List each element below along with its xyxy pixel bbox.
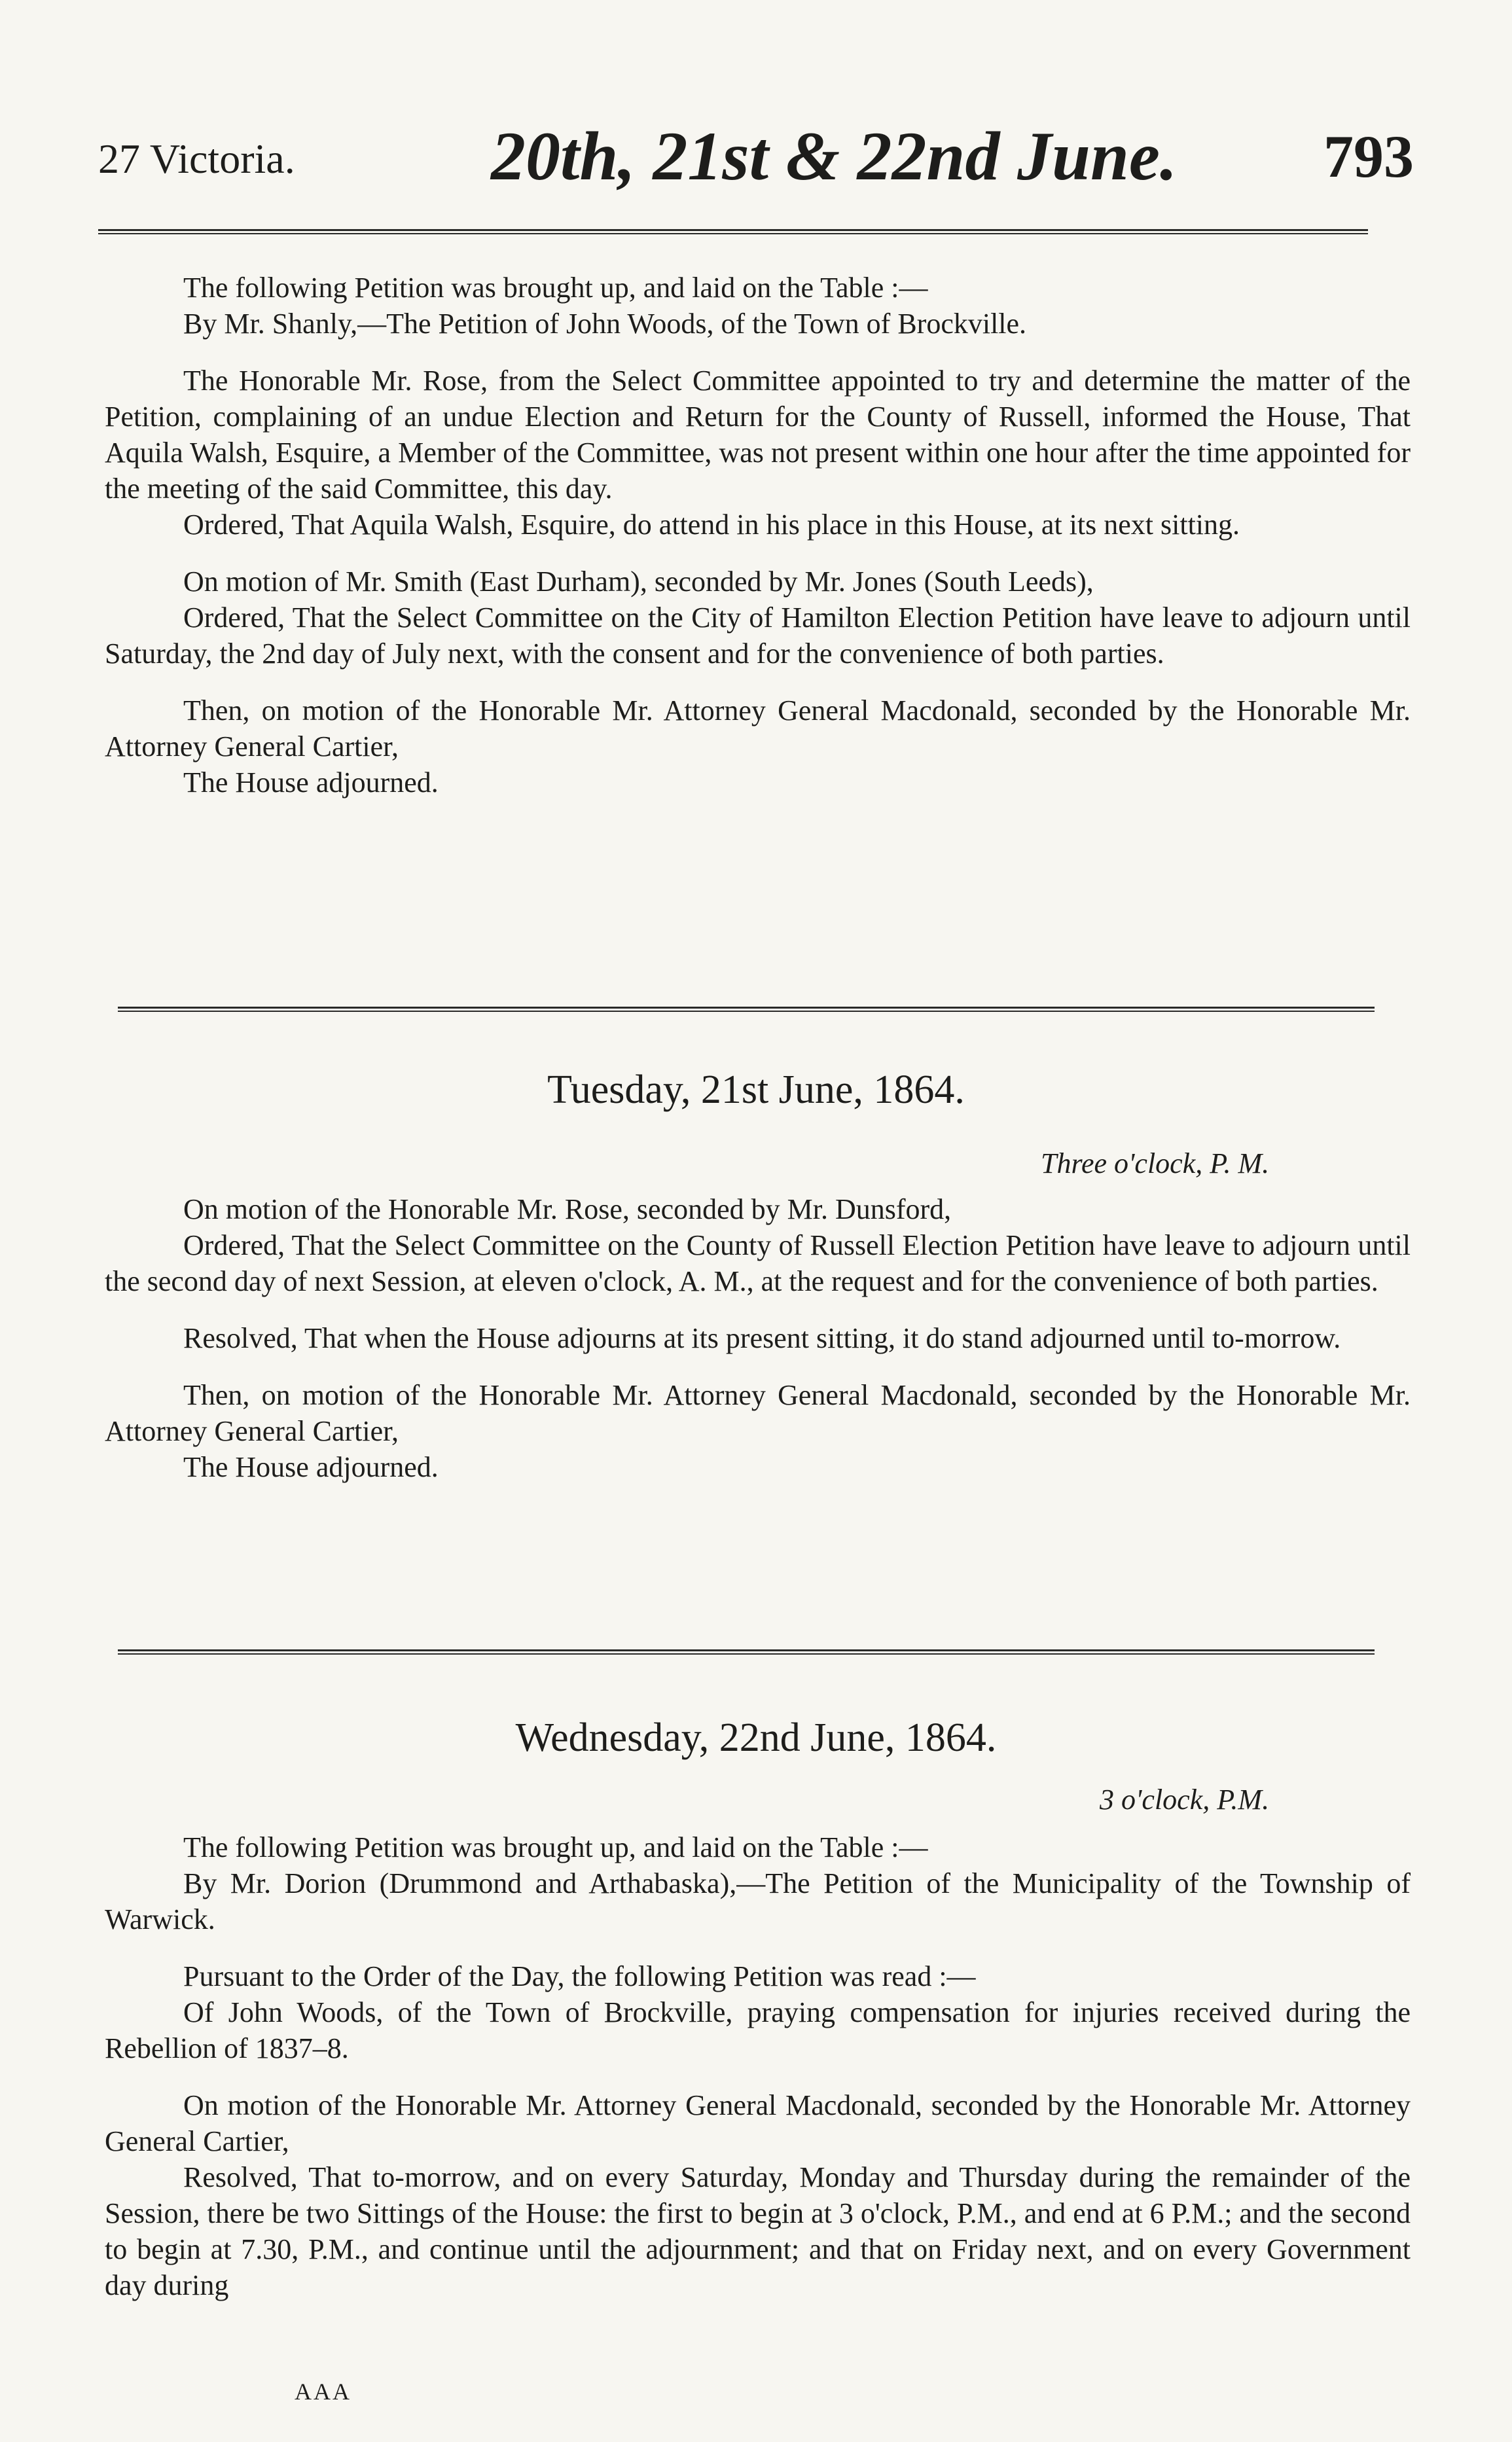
petition-shanly: By Mr. Shanly,—The Petition of John Woods, of the Town of Brockville.: [183, 308, 1027, 340]
section-june-20: [105, 270, 1411, 800]
motion-adjourn: Then, on motion of the Honorable Mr. Attorney General Macdonald, seconded by the Honorable Mr. Attorney General Cartier,: [105, 694, 1411, 763]
sitting-time: 3 o'clock, P.M.: [1100, 1784, 1270, 1816]
petition-woods-read: Of John Woods, of the Town of Brockville, praying compensation for injuries received during the Rebellion of 1837–8.: [105, 1996, 1411, 2064]
section-rule: [118, 1007, 1375, 1012]
header-rule: [98, 229, 1368, 234]
motion-macdonald: On motion of the Honorable Mr. Attorney General Macdonald, seconded by the Honorable Mr. Attorney General Cartier,: [105, 2089, 1411, 2157]
section-rule: [118, 1649, 1375, 1655]
petition-intro: The following Petition was brought up, and laid on the Table :—: [183, 1831, 928, 1863]
committee-report-rose: The Honorable Mr. Rose, from the Select Committee appointed to try and determine the matter of the Petition, complaining of an undue Election and Return for the County of Russell, informed the House, That Aquila Walsh, Esquire, a Member of the Committee, was not present within one hour after the time appointed for the meeting of the said Committee, this day.: [105, 365, 1411, 505]
header-dates: 20th, 21st & 22nd June.: [491, 118, 1178, 194]
petition-dorion: By Mr. Dorion (Drummond and Arthabaska),—The Petition of the Municipality of the Township of Warwick.: [105, 1867, 1411, 1935]
petition-intro: The following Petition was brought up, and laid on the Table :—: [183, 272, 928, 304]
house-adjourned: The House adjourned.: [183, 766, 439, 799]
running-header: [98, 110, 1414, 208]
house-adjourned: The House adjourned.: [183, 1451, 439, 1483]
date-heading-june-22: Wednesday, 22nd June, 1864.: [515, 1715, 997, 1760]
order-walsh-attend: Ordered, That Aquila Walsh, Esquire, do attend in his place in this House, at its next sitting.: [183, 509, 1240, 541]
date-heading-june-21: Tuesday, 21st June, 1864.: [547, 1068, 965, 1112]
motion-adjourn: Then, on motion of the Honorable Mr. Attorney General Macdonald, seconded by the Honorable Mr. Attorney General Cartier,: [105, 1379, 1411, 1447]
section-june-21: [105, 1191, 1411, 1485]
page-number: 793: [1323, 123, 1414, 190]
section-june-22: [105, 1829, 1411, 2303]
order-of-day: Pursuant to the Order of the Day, the following Petition was read :—: [183, 1960, 976, 1992]
motion-rose: On motion of the Honorable Mr. Rose, seconded by Mr. Dunsford,: [183, 1193, 952, 1225]
resolution-adjourn: Resolved, That when the House adjourns at its present sitting, it do stand adjourned until to-morrow.: [183, 1322, 1341, 1354]
order-russell-committee: Ordered, That the Select Committee on the County of Russell Election Petition have leave to adjourn until the second day of next Session, at eleven o'clock, A. M., at the request and for the convenience of both parties.: [105, 1229, 1411, 1297]
regnal-year: 27 Victoria.: [98, 135, 295, 182]
order-hamilton-committee: Ordered, That the Select Committee on the City of Hamilton Election Petition have leave to adjourn until Saturday, the 2nd day of July next, with the consent and for the convenience of both parties.: [105, 602, 1411, 670]
motion-smith: On motion of Mr. Smith (East Durham), seconded by Mr. Jones (South Leeds),: [183, 566, 1094, 598]
sitting-time: Three o'clock, P. M.: [1041, 1147, 1270, 1179]
signature-mark: AAA: [295, 2379, 351, 2405]
resolution-sittings: Resolved, That to-morrow, and on every Saturday, Monday and Thursday during the remainder of the Session, there be two Sittings of the House: the first to begin at 3 o'clock, P.M., and end at 6 P.M.; and the second to begin at 7.30, P.M., and continue until the adjournment; and that on Friday next, and on every Government day during: [105, 2161, 1411, 2301]
